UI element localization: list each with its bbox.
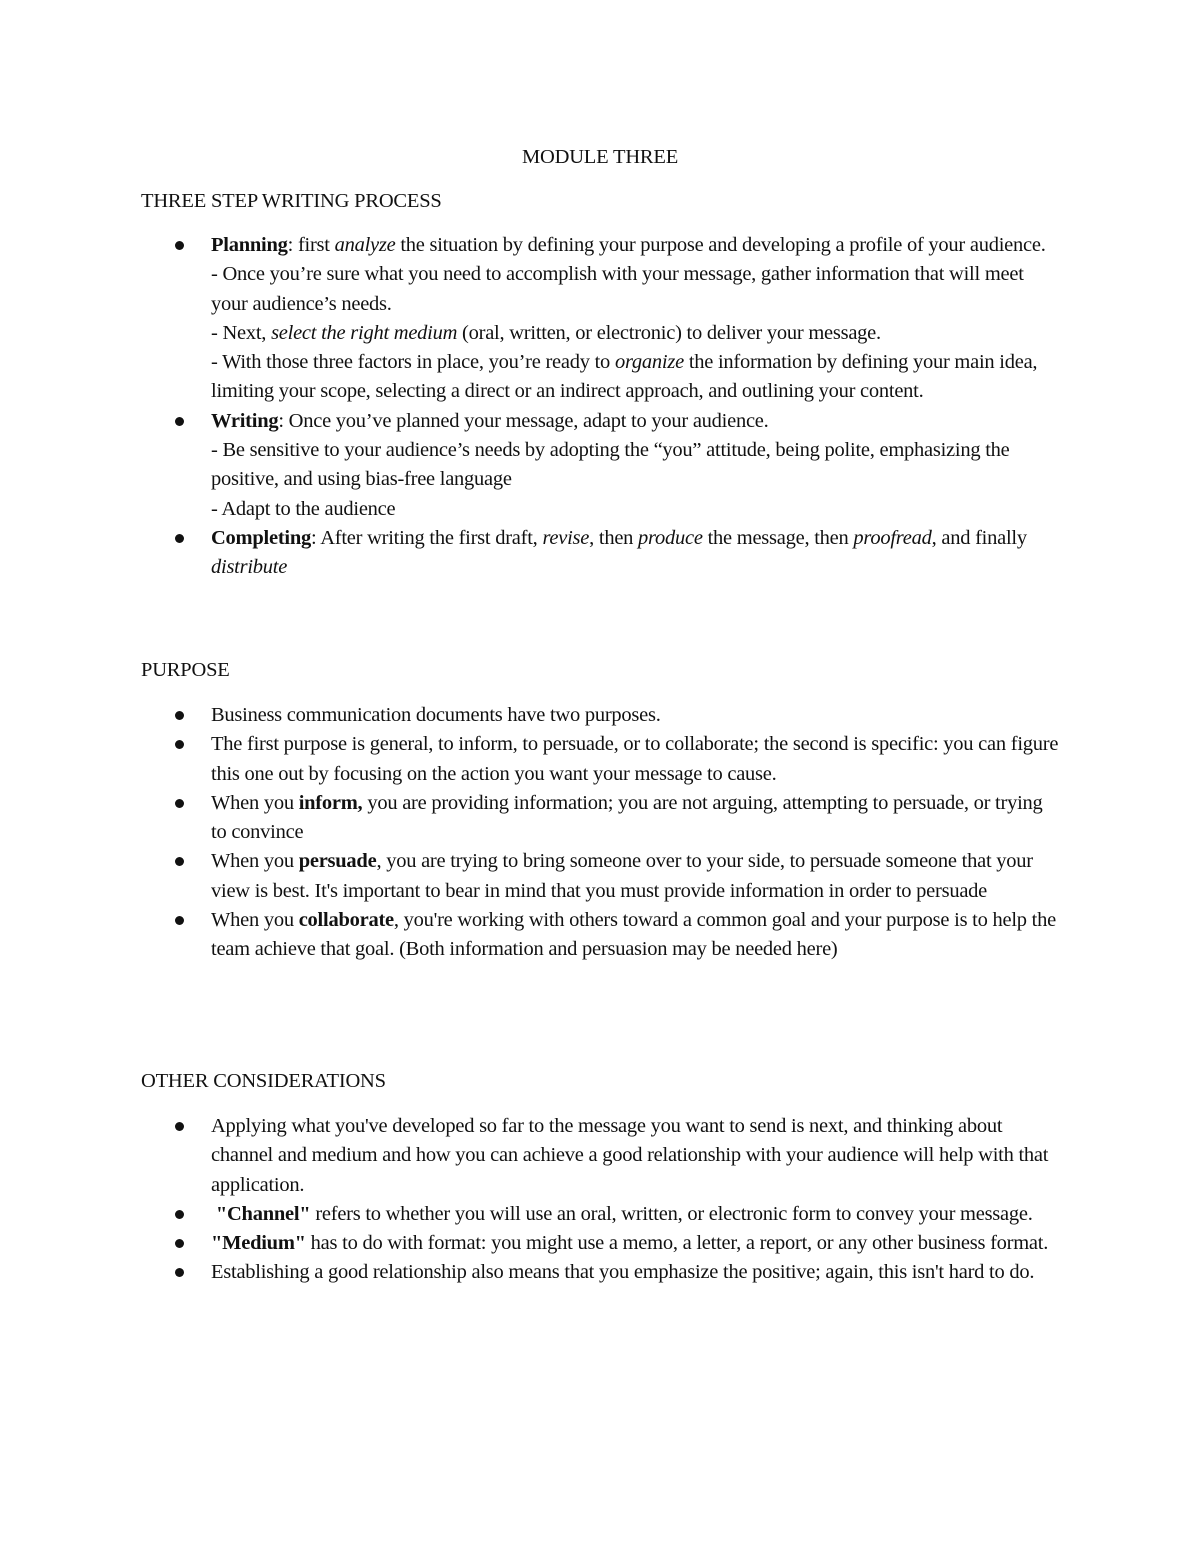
- bullet-icon: [175, 740, 184, 749]
- text: : Once you’ve planned your message, adapt to your audience.: [278, 409, 769, 432]
- text: - Next,: [211, 321, 272, 344]
- text: Applying what you've developed so far to the message you want to send is next, and thinking about channel and medium and how you can achieve a good relationship with your audience will help with that application.: [211, 1115, 1049, 1196]
- text: you are providing information; you are not arguing, attempting to persuade, or trying to convince: [211, 791, 1043, 844]
- list-item: [0, 1112, 1060, 1200]
- writing-sub-sensitive: - Be sensitive to your audience’s needs by adopting the “you” attitude, being polite, emphasizing the positive, and using bias-free language: [211, 439, 1010, 491]
- writing-sub-adapt: - Adapt to the audience: [211, 497, 396, 520]
- text: refers to whether you will use an oral, written, or electronic form to convey your message.: [310, 1202, 1033, 1225]
- text-italic: select the right medium: [271, 321, 458, 344]
- list-item: [0, 701, 1060, 730]
- text: The first purpose is general, to inform, to persuade, or to collaborate; the second is specific: you can figure this one out by focusing on the action you want your message to cause.: [211, 733, 1059, 785]
- three-step-list: [0, 231, 1060, 583]
- text: - With those three factors in place, you’re ready to: [211, 351, 615, 374]
- text-italic: organize: [614, 351, 684, 374]
- planning-sub-medium: [211, 319, 1060, 348]
- section-heading-other-considerations: OTHER CONSIDERATIONS: [141, 1070, 386, 1092]
- section-heading-purpose: PURPOSE: [141, 659, 230, 681]
- text: Business communication documents have two purposes.: [211, 704, 661, 726]
- list-item: [0, 789, 1060, 848]
- list-item: [0, 847, 1060, 906]
- text-italic: produce: [638, 526, 703, 549]
- text: When you: [211, 850, 299, 873]
- text: has to do with format: you might use a memo, a letter, a report, or any other business format.: [305, 1232, 1049, 1255]
- text: , you're working with others toward a common goal and your purpose is to help the team achieve that goal. (Both information and persuasion may be needed here): [211, 909, 1056, 961]
- list-item: [0, 1258, 1060, 1287]
- bullet-icon: [175, 1122, 184, 1131]
- planning-sub-organize: [211, 348, 1060, 407]
- text: (oral, written, or electronic) to deliver your message.: [457, 321, 881, 344]
- text: , and finally: [931, 526, 1027, 549]
- list-item: [0, 1200, 1060, 1229]
- bullet-icon: [175, 534, 184, 543]
- list-item: [0, 730, 1060, 789]
- text: the situation by defining your purpose and developing a profile of your audience.: [395, 234, 1046, 256]
- text: : first: [287, 234, 335, 256]
- text-italic: revise: [542, 526, 590, 549]
- bullet-icon: [175, 857, 184, 866]
- text: the message, then: [702, 526, 854, 549]
- page-title: MODULE THREE: [521, 146, 679, 168]
- text-bold: "Medium": [211, 1232, 306, 1255]
- list-item-writing: [0, 407, 1060, 524]
- list-item-completing: [0, 524, 1060, 583]
- completing-label: Completing: [211, 526, 311, 549]
- text-bold: collaborate: [298, 909, 394, 932]
- text-italic: proofread: [853, 526, 932, 549]
- text-bold: persuade: [298, 850, 377, 873]
- text-bold: inform,: [298, 791, 363, 814]
- planning-label: Planning: [211, 234, 288, 256]
- planning-sub-gather: - Once you’re sure what you need to accomplish with your message, gather information that will meet your audience’s needs.: [211, 263, 1024, 315]
- text-bold: "Channel": [211, 1202, 311, 1225]
- bullet-icon: [175, 1239, 184, 1248]
- list-item: [0, 1229, 1060, 1258]
- bullet-icon: [175, 711, 184, 720]
- list-item: [0, 906, 1060, 965]
- text: Establishing a good relationship also means that you emphasize the positive; again, this isn't hard to do.: [211, 1261, 1035, 1284]
- bullet-icon: [175, 916, 184, 925]
- bullet-icon: [175, 417, 184, 426]
- text-italic: distribute: [211, 556, 288, 579]
- text: When you: [211, 909, 299, 932]
- text: , then: [589, 526, 639, 549]
- section-heading-three-step: THREE STEP WRITING PROCESS: [141, 190, 442, 212]
- considerations-list: [0, 1112, 1060, 1288]
- bullet-icon: [175, 1268, 184, 1277]
- text-italic: analyze: [334, 234, 396, 256]
- bullet-icon: [175, 241, 184, 250]
- writing-label: Writing: [211, 409, 279, 432]
- text: the information by defining your main idea, limiting your scope, selecting a direct or an indirect approach, and outlining your content.: [211, 351, 1038, 403]
- list-item-planning: [0, 231, 1060, 407]
- text: When you: [211, 791, 299, 814]
- bullet-icon: [175, 799, 184, 808]
- text: : After writing the first draft,: [311, 526, 543, 549]
- bullet-icon: [175, 1210, 184, 1219]
- text: , you are trying to bring someone over to your side, to persuade someone that your view is best. It's important to bear in mind that you must provide information in order to persuade: [211, 850, 1033, 902]
- purpose-list: [0, 701, 1060, 965]
